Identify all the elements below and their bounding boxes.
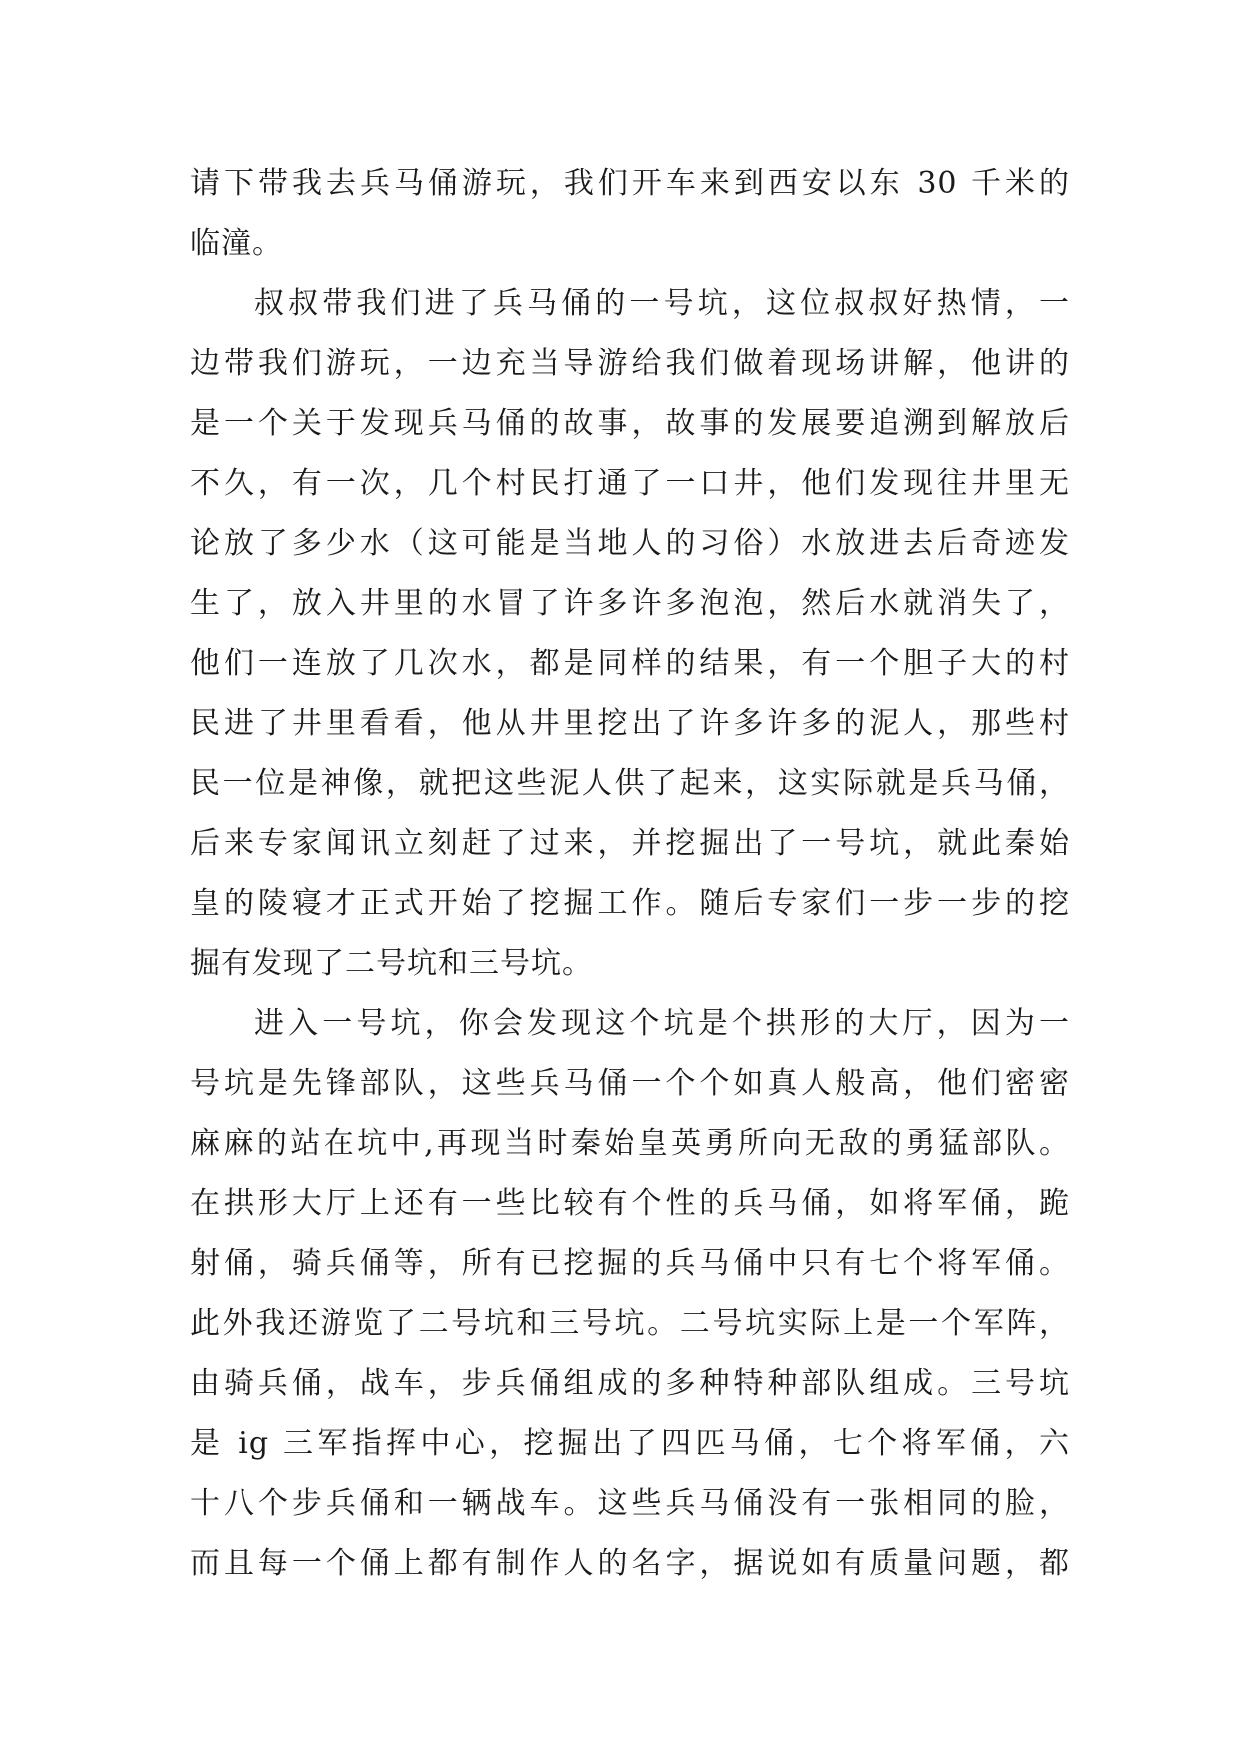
paragraph-first-line: 进入一号坑，你会发现这个坑是个拱形的大厅，因为一 xyxy=(254,1006,1070,1041)
text-line: 十八个步兵俑和一辆战车。这些兵马俑没有一张相同的脸， xyxy=(190,1486,1070,1521)
document-body xyxy=(190,154,1070,1594)
text-line: 由骑兵俑，战车，步兵俑组成的多种特种部队组成。三号坑 xyxy=(190,1366,1070,1401)
text-line: 掘有发现了二号坑和三号坑。 xyxy=(190,946,593,981)
text-line: 是 ig 三军指挥中心，挖掘出了四匹马俑，七个将军俑，六 xyxy=(190,1426,1070,1461)
text-line: 后来专家闻讯立刻赶了过来，并挖掘出了一号坑，就此秦始 xyxy=(190,826,1070,861)
text-line: 民一位是神像，就把这些泥人供了起来，这实际就是兵马俑， xyxy=(190,766,1070,801)
text-line: 临潼。 xyxy=(190,226,283,261)
text-line: 民进了井里看看，他从井里挖出了许多许多的泥人，那些村 xyxy=(190,706,1070,741)
text-line: 论放了多少水（这可能是当地人的习俗）水放进去后奇迹发 xyxy=(190,526,1070,561)
text-line: 而且每一个俑上都有制作人的名字，据说如有质量问题，都 xyxy=(190,1546,1070,1581)
paragraph-first-line: 叔叔带我们进了兵马俑的一号坑，这位叔叔好热情，一 xyxy=(254,286,1070,321)
text-line: 是一个关于发现兵马俑的故事，故事的发展要追溯到解放后 xyxy=(190,406,1070,441)
text-line: 射俑，骑兵俑等，所有已挖掘的兵马俑中只有七个将军俑。 xyxy=(190,1246,1070,1281)
text-line: 边带我们游玩，一边充当导游给我们做着现场讲解，他讲的 xyxy=(190,346,1070,381)
text-line: 请下带我去兵马俑游玩，我们开车来到西安以东 30 千米的 xyxy=(190,166,1070,201)
text-line: 麻麻的站在坑中,再现当时秦始皇英勇所向无敌的勇猛部队。 xyxy=(190,1126,1070,1161)
text-line: 不久，有一次，几个村民打通了一口井，他们发现往井里无 xyxy=(190,466,1070,501)
text-line: 在拱形大厅上还有一些比较有个性的兵马俑，如将军俑，跪 xyxy=(190,1186,1070,1221)
text-line: 生了，放入井里的水冒了许多许多泡泡，然后水就消失了， xyxy=(190,586,1070,621)
text-line: 号坑是先锋部队，这些兵马俑一个个如真人般高，他们密密 xyxy=(190,1066,1070,1101)
text-line: 皇的陵寝才正式开始了挖掘工作。随后专家们一步一步的挖 xyxy=(190,886,1070,921)
text-line: 此外我还游览了二号坑和三号坑。二号坑实际上是一个军阵， xyxy=(190,1306,1070,1341)
text-line: 他们一连放了几次水，都是同样的结果，有一个胆子大的村 xyxy=(190,646,1070,681)
